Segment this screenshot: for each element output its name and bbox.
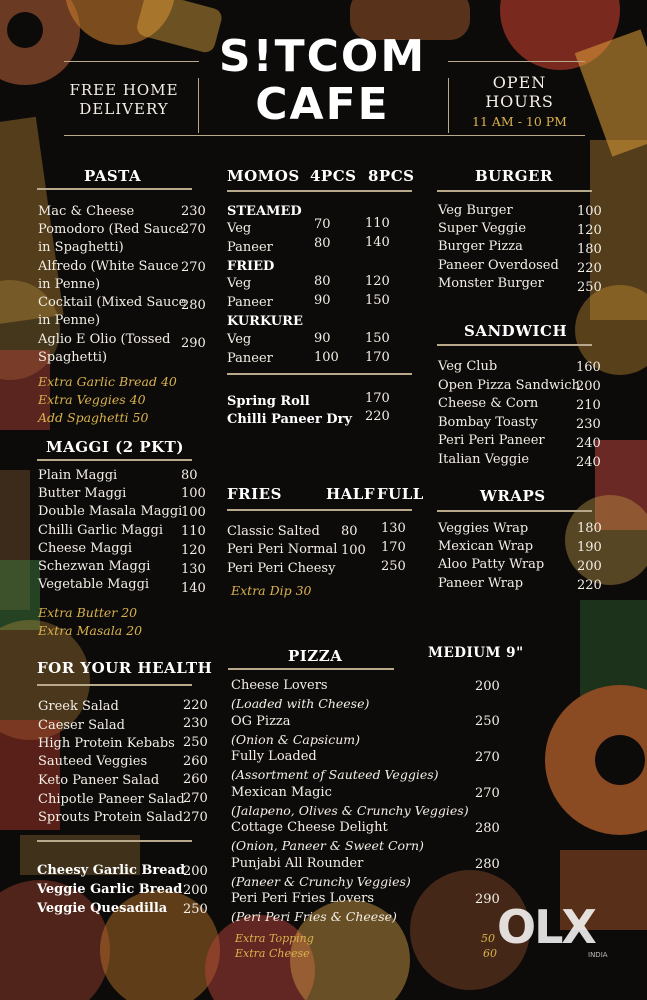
- menu-item: Paneer: [227, 240, 273, 255]
- menu-price: 200: [577, 559, 602, 574]
- menu-price: 230: [181, 204, 206, 219]
- menu-price: 170: [381, 540, 406, 555]
- menu-item: Cottage Cheese Delight: [231, 820, 388, 835]
- menu-item: Chipotle Paneer Salad: [38, 792, 185, 807]
- menu-price: 290: [181, 336, 206, 351]
- menu-price: 80: [314, 236, 331, 251]
- section-rule: [437, 510, 592, 512]
- section-rule: [37, 840, 192, 842]
- menu-price: 210: [576, 398, 601, 413]
- section-rule: [227, 373, 412, 375]
- menu-price: 80: [181, 468, 198, 483]
- menu-price: 170: [365, 391, 390, 406]
- section-rule: [227, 190, 412, 192]
- menu-price: 270: [475, 786, 500, 801]
- menu-price: 160: [576, 360, 601, 375]
- menu-price: 250: [381, 559, 406, 574]
- menu-price: 70: [314, 217, 331, 232]
- menu-price: 80: [341, 524, 358, 539]
- menu-item: Plain Maggi: [38, 468, 118, 483]
- section-title-sandwich: SANDWICH: [464, 322, 568, 340]
- extra-price: 50: [481, 932, 495, 945]
- menu-item: Peri Peri Paneer: [438, 433, 545, 448]
- menu-price: 90: [314, 331, 331, 346]
- extra-option: Extra Dip 30: [231, 583, 312, 598]
- menu-item: Paneer: [227, 351, 273, 366]
- menu-price: 140: [181, 581, 206, 596]
- menu-item: Italian Veggie: [438, 452, 530, 467]
- menu-price: 150: [365, 293, 390, 308]
- section-rule: [437, 344, 592, 346]
- menu-price: 100: [577, 204, 602, 219]
- column-header: FULL: [377, 485, 424, 503]
- menu-price: 220: [577, 261, 602, 276]
- menu-item: Cheese & Corn: [438, 396, 539, 411]
- menu-item: Double Masala Maggi: [38, 504, 183, 519]
- menu-item-description: (Assortment of Sauteed Veggies): [231, 767, 439, 782]
- section-title-burger: BURGER: [475, 167, 553, 185]
- menu-price: 100: [341, 543, 366, 558]
- menu-item: Veg: [227, 221, 252, 236]
- menu-price: 270: [183, 791, 208, 806]
- menu-item: Fully Loaded: [231, 749, 317, 764]
- menu-item: Aloo Patty Wrap: [438, 557, 545, 572]
- menu-item: Punjabi All Rounder: [231, 856, 364, 871]
- section-rule: [37, 684, 192, 686]
- menu-item: Peri Peri Cheesy: [227, 561, 336, 576]
- menu-item: Peri Peri Normal: [227, 542, 338, 557]
- section-rule: [228, 668, 394, 670]
- menu-item: Veg: [227, 332, 252, 347]
- menu-item: High Protein Kebabs: [38, 736, 175, 751]
- section-title-momos: MOMOS: [227, 167, 300, 185]
- menu-price: 240: [576, 436, 601, 451]
- extra-option: Extra Garlic Bread 40: [38, 374, 177, 389]
- menu-price: 270: [475, 750, 500, 765]
- menu-item-description: (Jalapeno, Olives & Crunchy Veggies): [231, 803, 469, 818]
- section-title-fries: FRIES: [227, 485, 282, 503]
- section-title-pasta: PASTA: [84, 167, 142, 185]
- menu-price: 180: [577, 521, 602, 536]
- menu-price: 130: [181, 562, 206, 577]
- menu-price: 120: [181, 543, 206, 558]
- menu-price: 240: [576, 455, 601, 470]
- menu-price: 120: [365, 274, 390, 289]
- menu-item: Bombay Toasty: [438, 415, 538, 430]
- menu-item: Veggie Quesadilla: [37, 901, 168, 916]
- menu-item: Sauteed Veggies: [38, 754, 148, 769]
- menu-item: Caeser Salad: [38, 718, 125, 733]
- cafe-title-line1: S!TCOM: [218, 31, 427, 82]
- header-rule: [64, 61, 199, 62]
- menu-price: 250: [183, 902, 208, 917]
- menu-price: 260: [183, 754, 208, 769]
- menu-item: Cheese Lovers: [231, 678, 328, 693]
- menu-price: 90: [314, 293, 331, 308]
- menu-price: 140: [365, 235, 390, 250]
- menu-item: Cocktail (Mixed Sauce in Penne): [38, 295, 187, 328]
- menu-price: 230: [183, 716, 208, 731]
- menu-item: Cheesy Garlic Bread: [37, 863, 186, 878]
- menu-price: 280: [475, 821, 500, 836]
- menu-item: Butter Maggi: [38, 486, 127, 501]
- column-header: 8PCS: [368, 167, 415, 185]
- menu-item-description: (Onion & Capsicum): [231, 732, 361, 747]
- section-rule: [227, 509, 412, 511]
- menu-price: 190: [577, 540, 602, 555]
- menu-item: Paneer: [227, 295, 273, 310]
- menu-price: 270: [183, 810, 208, 825]
- menu-price: 290: [475, 892, 500, 907]
- column-header: HALF: [326, 485, 376, 503]
- extra-price: 60: [483, 947, 497, 960]
- menu-price: 80: [314, 274, 331, 289]
- menu-item: Vegetable Maggi: [38, 577, 150, 592]
- hours-label: OPEN HOURS: [485, 73, 554, 111]
- hours-time: 11 AM - 10 PM: [472, 114, 567, 129]
- menu-price: 110: [365, 216, 390, 231]
- section-title-health: FOR YOUR HEALTH: [37, 659, 213, 677]
- menu-price: 130: [381, 521, 406, 536]
- menu-item: Keto Paneer Salad: [38, 773, 160, 788]
- menu-item: Chilli Garlic Maggi: [38, 523, 164, 538]
- extra-option: Extra Masala 20: [38, 623, 143, 638]
- menu-item: Pomodoro (Red Sauce in Spaghetti): [38, 222, 184, 255]
- menu-item: Monster Burger: [438, 276, 544, 291]
- menu-price: 270: [181, 222, 206, 237]
- menu-price: 250: [577, 280, 602, 295]
- menu-item: Mexican Magic: [231, 785, 332, 800]
- header-rule: [64, 135, 585, 136]
- menu-item-description: (Onion, Paneer & Sweet Corn): [231, 838, 424, 853]
- menu-item: Mac & Cheese: [38, 204, 135, 219]
- section-title-maggi: MAGGI (2 PKT): [46, 438, 184, 456]
- menu-price: 280: [181, 298, 206, 313]
- extra-option: Add Spaghetti 50: [38, 410, 149, 425]
- menu-price: 260: [183, 772, 208, 787]
- momo-group: STEAMED: [227, 204, 302, 219]
- section-rule: [437, 190, 592, 192]
- menu-item: Spring Roll: [227, 394, 310, 409]
- menu-item: Alfredo (White Sauce in Penne): [38, 259, 179, 292]
- menu-item: Mexican Wrap: [438, 539, 534, 554]
- menu-item: OG Pizza: [231, 714, 291, 729]
- menu-price: 270: [181, 260, 206, 275]
- menu-item: Veggie Garlic Bread: [37, 882, 183, 897]
- menu-price: 220: [577, 578, 602, 593]
- menu-item: Veggies Wrap: [438, 521, 529, 536]
- olx-watermark: OLX: [497, 900, 595, 954]
- menu-price: 120: [577, 223, 602, 238]
- menu-price: 220: [365, 409, 390, 424]
- menu-item: Veg Club: [438, 359, 498, 374]
- extra-option: Extra Cheese: [235, 947, 310, 960]
- cafe-title-line2: CAFE: [255, 79, 390, 130]
- olx-watermark-sub: INDIA: [588, 951, 608, 959]
- section-title-wraps: WRAPS: [480, 487, 546, 505]
- momo-group: KURKURE: [227, 314, 303, 329]
- menu-price: 110: [181, 524, 206, 539]
- menu-item: Greek Salad: [38, 699, 119, 714]
- menu-price: 200: [183, 864, 208, 879]
- header-divider: [448, 78, 449, 133]
- menu-price: 220: [183, 698, 208, 713]
- column-header: 4PCS: [310, 167, 357, 185]
- delivery-text: FREE HOME DELIVERY: [69, 81, 179, 118]
- menu-item: Sprouts Protein Salad: [38, 810, 183, 825]
- menu-item: Aglio E Olio (Tossed Spaghetti): [38, 332, 171, 365]
- extra-option: Extra Veggies 40: [38, 392, 146, 407]
- extra-option: Extra Butter 20: [38, 605, 138, 620]
- menu-item: Peri Peri Fries Lovers: [231, 891, 374, 906]
- menu-item-description: (Loaded with Cheese): [231, 696, 370, 711]
- menu-item-description: (Peri Peri Fries & Cheese): [231, 909, 397, 924]
- menu-price: 230: [576, 417, 601, 432]
- menu-item: Paneer Wrap: [438, 576, 524, 591]
- menu-price: 280: [475, 857, 500, 872]
- menu-item: Open Pizza Sandwich: [438, 378, 580, 393]
- section-rule: [37, 459, 192, 461]
- menu-price: 250: [183, 735, 208, 750]
- menu-price: 200: [576, 379, 601, 394]
- menu-item: Paneer Overdosed: [438, 258, 559, 273]
- menu-price: 100: [181, 505, 206, 520]
- momo-group: FRIED: [227, 259, 275, 274]
- menu-item: Schezwan Maggi: [38, 559, 151, 574]
- menu-price: 200: [183, 883, 208, 898]
- menu-price: 100: [181, 486, 206, 501]
- menu-price: 180: [577, 242, 602, 257]
- menu-item: Chilli Paneer Dry: [227, 412, 352, 427]
- menu-price: 250: [475, 714, 500, 729]
- menu-item: Classic Salted: [227, 524, 320, 539]
- menu-price: 100: [314, 350, 339, 365]
- menu-price: 150: [365, 331, 390, 346]
- section-title-pizza: PIZZA: [288, 647, 343, 665]
- header-divider: [198, 78, 199, 133]
- menu-price: 170: [365, 350, 390, 365]
- section-rule: [37, 188, 192, 190]
- menu-item: Super Veggie: [438, 221, 527, 236]
- menu-item-description: (Paneer & Crunchy Veggies): [231, 874, 411, 889]
- extra-option: Extra Topping: [235, 932, 314, 945]
- header-rule: [448, 61, 585, 62]
- menu-item: Burger Pizza: [438, 239, 523, 254]
- pizza-size: MEDIUM 9": [428, 645, 524, 661]
- menu-item: Veg Burger: [438, 203, 513, 218]
- menu-item: Cheese Maggi: [38, 541, 133, 556]
- menu-price: 200: [475, 679, 500, 694]
- menu-item: Veg: [227, 276, 252, 291]
